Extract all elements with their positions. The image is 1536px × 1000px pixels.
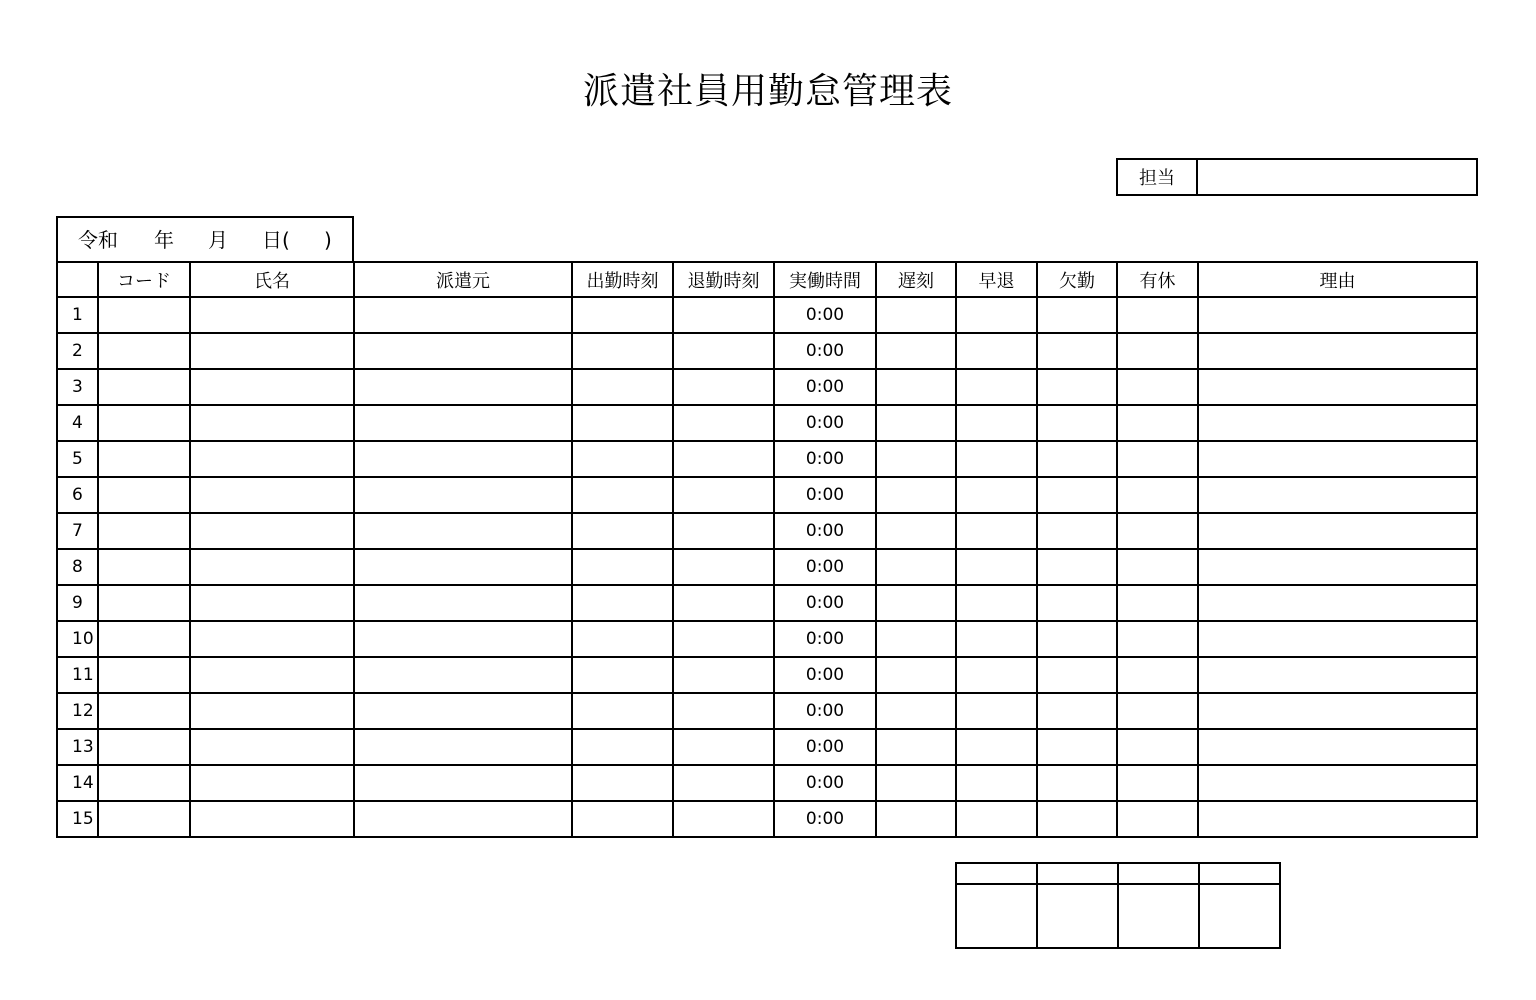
clock-in-cell[interactable] xyxy=(572,657,673,693)
name-cell[interactable] xyxy=(190,369,354,405)
late-cell[interactable] xyxy=(876,585,956,621)
clock-out-cell[interactable] xyxy=(673,369,774,405)
clock-out-cell[interactable] xyxy=(673,801,774,837)
clock-in-cell[interactable] xyxy=(572,729,673,765)
approval-stamp-table xyxy=(955,862,1281,949)
absence-cell[interactable] xyxy=(1037,441,1117,477)
work-hours-cell: 0:00 xyxy=(774,477,876,513)
absence-cell[interactable] xyxy=(1037,369,1117,405)
name-cell[interactable] xyxy=(190,405,354,441)
dispatch-source-cell[interactable] xyxy=(354,477,572,513)
dispatch-source-cell[interactable] xyxy=(354,585,572,621)
row-number: 13 xyxy=(57,729,98,765)
table-row xyxy=(57,693,1477,729)
table-row xyxy=(57,441,1477,477)
row-number: 5 xyxy=(57,441,98,477)
dispatch-source-cell[interactable] xyxy=(354,333,572,369)
reason-cell[interactable] xyxy=(1198,729,1477,765)
work-hours-cell: 0:00 xyxy=(774,621,876,657)
clock-out-cell[interactable] xyxy=(673,693,774,729)
table-row xyxy=(57,369,1477,405)
early-leave-cell[interactable] xyxy=(956,765,1037,801)
table-row xyxy=(57,549,1477,585)
work-hours-cell: 0:00 xyxy=(774,369,876,405)
late-cell[interactable] xyxy=(876,369,956,405)
row-number: 15 xyxy=(57,801,98,837)
clock-out-cell[interactable] xyxy=(673,441,774,477)
header-late: 遅刻 xyxy=(876,262,956,297)
clock-in-cell[interactable] xyxy=(572,585,673,621)
clock-out-cell[interactable] xyxy=(673,657,774,693)
table-row xyxy=(57,621,1477,657)
dispatch-source-cell[interactable] xyxy=(354,729,572,765)
reason-cell[interactable] xyxy=(1198,801,1477,837)
stamp-header-cell xyxy=(1199,863,1280,884)
header-dispatch-source: 派遣元 xyxy=(354,262,572,297)
person-in-charge-field[interactable] xyxy=(1197,159,1477,195)
early-leave-cell[interactable] xyxy=(956,621,1037,657)
clock-in-cell[interactable] xyxy=(572,621,673,657)
paid-leave-cell[interactable] xyxy=(1117,585,1198,621)
date-weekday-close: ) xyxy=(324,228,332,252)
paid-leave-cell[interactable] xyxy=(1117,729,1198,765)
late-cell[interactable] xyxy=(876,405,956,441)
clock-out-cell[interactable] xyxy=(673,333,774,369)
name-cell[interactable] xyxy=(190,585,354,621)
date-era: 令和 xyxy=(78,228,118,252)
name-cell[interactable] xyxy=(190,693,354,729)
code-cell[interactable] xyxy=(98,477,190,513)
dispatch-source-cell[interactable] xyxy=(354,801,572,837)
code-cell[interactable] xyxy=(98,765,190,801)
work-hours-cell: 0:00 xyxy=(774,657,876,693)
late-cell[interactable] xyxy=(876,477,956,513)
row-number: 9 xyxy=(57,585,98,621)
early-leave-cell[interactable] xyxy=(956,369,1037,405)
paid-leave-cell[interactable] xyxy=(1117,405,1198,441)
header-row-number xyxy=(57,262,98,297)
work-hours-cell: 0:00 xyxy=(774,693,876,729)
absence-cell[interactable] xyxy=(1037,657,1117,693)
absence-cell[interactable] xyxy=(1037,549,1117,585)
absence-cell[interactable] xyxy=(1037,729,1117,765)
person-in-charge-label: 担当 xyxy=(1117,159,1197,195)
stamp-header-cell xyxy=(1118,863,1199,884)
dispatch-source-cell[interactable] xyxy=(354,441,572,477)
reason-cell[interactable] xyxy=(1198,513,1477,549)
code-cell[interactable] xyxy=(98,621,190,657)
work-hours-cell: 0:00 xyxy=(774,333,876,369)
reason-cell[interactable] xyxy=(1198,369,1477,405)
late-cell[interactable] xyxy=(876,513,956,549)
early-leave-cell[interactable] xyxy=(956,477,1037,513)
code-cell[interactable] xyxy=(98,585,190,621)
row-number: 7 xyxy=(57,513,98,549)
code-cell[interactable] xyxy=(98,801,190,837)
early-leave-cell[interactable] xyxy=(956,513,1037,549)
clock-in-cell[interactable] xyxy=(572,477,673,513)
dispatch-source-cell[interactable] xyxy=(354,405,572,441)
late-cell[interactable] xyxy=(876,693,956,729)
table-row xyxy=(57,729,1477,765)
clock-out-cell[interactable] xyxy=(673,621,774,657)
work-hours-cell: 0:00 xyxy=(774,729,876,765)
early-leave-cell[interactable] xyxy=(956,549,1037,585)
clock-out-cell[interactable] xyxy=(673,729,774,765)
clock-in-cell[interactable] xyxy=(572,405,673,441)
stamp-cell[interactable] xyxy=(1199,884,1280,948)
absence-cell[interactable] xyxy=(1037,477,1117,513)
header-row xyxy=(57,262,1477,297)
absence-cell[interactable] xyxy=(1037,513,1117,549)
header-clock-out: 退勤時刻 xyxy=(673,262,774,297)
row-number: 3 xyxy=(57,369,98,405)
header-paid-leave: 有休 xyxy=(1117,262,1198,297)
work-hours-cell: 0:00 xyxy=(774,765,876,801)
work-hours-cell: 0:00 xyxy=(774,513,876,549)
name-cell[interactable] xyxy=(190,513,354,549)
work-hours-cell: 0:00 xyxy=(774,585,876,621)
page-title: 派遣社員用勤怠管理表 xyxy=(582,71,953,112)
table-row xyxy=(57,585,1477,621)
paid-leave-cell[interactable] xyxy=(1117,765,1198,801)
clock-in-cell[interactable] xyxy=(572,297,673,333)
late-cell[interactable] xyxy=(876,333,956,369)
clock-in-cell[interactable] xyxy=(572,369,673,405)
name-cell[interactable] xyxy=(190,729,354,765)
late-cell[interactable] xyxy=(876,801,956,837)
early-leave-cell[interactable] xyxy=(956,585,1037,621)
date-year-label: 年 xyxy=(154,228,174,252)
work-hours-cell: 0:00 xyxy=(774,405,876,441)
reason-cell[interactable] xyxy=(1198,441,1477,477)
table-row xyxy=(57,657,1477,693)
paid-leave-cell[interactable] xyxy=(1117,441,1198,477)
absence-cell[interactable] xyxy=(1037,765,1117,801)
early-leave-cell[interactable] xyxy=(956,333,1037,369)
clock-in-cell[interactable] xyxy=(572,441,673,477)
absence-cell[interactable] xyxy=(1037,297,1117,333)
code-cell[interactable] xyxy=(98,297,190,333)
dispatch-source-cell[interactable] xyxy=(354,657,572,693)
name-cell[interactable] xyxy=(190,477,354,513)
early-leave-cell[interactable] xyxy=(956,297,1037,333)
early-leave-cell[interactable] xyxy=(956,729,1037,765)
code-cell[interactable] xyxy=(98,657,190,693)
reason-cell[interactable] xyxy=(1198,477,1477,513)
reason-cell[interactable] xyxy=(1198,621,1477,657)
early-leave-cell[interactable] xyxy=(956,657,1037,693)
paid-leave-cell[interactable] xyxy=(1117,477,1198,513)
dispatch-source-cell[interactable] xyxy=(354,693,572,729)
name-cell[interactable] xyxy=(190,333,354,369)
table-row xyxy=(57,801,1477,837)
table-row xyxy=(57,477,1477,513)
absence-cell[interactable] xyxy=(1037,585,1117,621)
dispatch-source-cell[interactable] xyxy=(354,369,572,405)
attendance-table xyxy=(56,261,1478,838)
work-hours-cell: 0:00 xyxy=(774,441,876,477)
absence-cell[interactable] xyxy=(1037,405,1117,441)
absence-cell[interactable] xyxy=(1037,333,1117,369)
code-cell[interactable] xyxy=(98,729,190,765)
code-cell[interactable] xyxy=(98,333,190,369)
header-clock-in: 出勤時刻 xyxy=(572,262,673,297)
paid-leave-cell[interactable] xyxy=(1117,369,1198,405)
work-hours-cell: 0:00 xyxy=(774,549,876,585)
reason-cell[interactable] xyxy=(1198,693,1477,729)
header-early-leave: 早退 xyxy=(956,262,1037,297)
date-day-label: 日( xyxy=(262,228,290,252)
code-cell[interactable] xyxy=(98,441,190,477)
clock-out-cell[interactable] xyxy=(673,513,774,549)
work-hours-cell: 0:00 xyxy=(774,801,876,837)
late-cell[interactable] xyxy=(876,765,956,801)
clock-in-cell[interactable] xyxy=(572,693,673,729)
header-absence: 欠勤 xyxy=(1037,262,1117,297)
code-cell[interactable] xyxy=(98,513,190,549)
clock-out-cell[interactable] xyxy=(673,549,774,585)
paid-leave-cell[interactable] xyxy=(1117,657,1198,693)
name-cell[interactable] xyxy=(190,801,354,837)
late-cell[interactable] xyxy=(876,441,956,477)
early-leave-cell[interactable] xyxy=(956,801,1037,837)
early-leave-cell[interactable] xyxy=(956,693,1037,729)
paid-leave-cell[interactable] xyxy=(1117,513,1198,549)
absence-cell[interactable] xyxy=(1037,801,1117,837)
clock-in-cell[interactable] xyxy=(572,765,673,801)
table-row xyxy=(57,765,1477,801)
early-leave-cell[interactable] xyxy=(956,405,1037,441)
stamp-cell[interactable] xyxy=(1037,884,1118,948)
reason-cell[interactable] xyxy=(1198,405,1477,441)
dispatch-source-cell[interactable] xyxy=(354,549,572,585)
late-cell[interactable] xyxy=(876,729,956,765)
clock-in-cell[interactable] xyxy=(572,333,673,369)
dispatch-source-cell[interactable] xyxy=(354,621,572,657)
absence-cell[interactable] xyxy=(1037,621,1117,657)
table-row xyxy=(57,405,1477,441)
name-cell[interactable] xyxy=(190,657,354,693)
reason-cell[interactable] xyxy=(1198,297,1477,333)
stamp-cell[interactable] xyxy=(1118,884,1199,948)
clock-out-cell[interactable] xyxy=(673,477,774,513)
late-cell[interactable] xyxy=(876,657,956,693)
reason-cell[interactable] xyxy=(1198,333,1477,369)
reason-cell[interactable] xyxy=(1198,585,1477,621)
stamp-header-cell xyxy=(1037,863,1118,884)
late-cell[interactable] xyxy=(876,621,956,657)
work-hours-cell: 0:00 xyxy=(774,297,876,333)
header-reason: 理由 xyxy=(1198,262,1477,297)
paid-leave-cell[interactable] xyxy=(1117,549,1198,585)
code-cell[interactable] xyxy=(98,549,190,585)
stamp-header-cell xyxy=(956,863,1037,884)
clock-out-cell[interactable] xyxy=(673,405,774,441)
name-cell[interactable] xyxy=(190,765,354,801)
clock-out-cell[interactable] xyxy=(673,297,774,333)
row-number: 11 xyxy=(57,657,98,693)
name-cell[interactable] xyxy=(190,297,354,333)
row-number: 1 xyxy=(57,297,98,333)
table-row xyxy=(57,333,1477,369)
row-number: 14 xyxy=(57,765,98,801)
stamp-cell[interactable] xyxy=(956,884,1037,948)
absence-cell[interactable] xyxy=(1037,693,1117,729)
dispatch-source-cell[interactable] xyxy=(354,513,572,549)
reason-cell[interactable] xyxy=(1198,657,1477,693)
late-cell[interactable] xyxy=(876,549,956,585)
row-number: 8 xyxy=(57,549,98,585)
code-cell[interactable] xyxy=(98,369,190,405)
paid-leave-cell[interactable] xyxy=(1117,801,1198,837)
paid-leave-cell[interactable] xyxy=(1117,333,1198,369)
person-in-charge-box xyxy=(1116,158,1478,196)
clock-in-cell[interactable] xyxy=(572,801,673,837)
clock-out-cell[interactable] xyxy=(673,585,774,621)
table-row xyxy=(57,513,1477,549)
date-line[interactable] xyxy=(56,216,354,262)
clock-in-cell[interactable] xyxy=(572,549,673,585)
table-row xyxy=(57,297,1477,333)
code-cell[interactable] xyxy=(98,693,190,729)
row-number: 12 xyxy=(57,693,98,729)
header-code: コード xyxy=(98,262,190,297)
header-name: 氏名 xyxy=(190,262,354,297)
name-cell[interactable] xyxy=(190,549,354,585)
early-leave-cell[interactable] xyxy=(956,441,1037,477)
row-number: 10 xyxy=(57,621,98,657)
paid-leave-cell[interactable] xyxy=(1117,693,1198,729)
row-number: 2 xyxy=(57,333,98,369)
reason-cell[interactable] xyxy=(1198,765,1477,801)
dispatch-source-cell[interactable] xyxy=(354,765,572,801)
row-number: 6 xyxy=(57,477,98,513)
date-month-label: 月 xyxy=(208,228,228,252)
row-number: 4 xyxy=(57,405,98,441)
late-cell[interactable] xyxy=(876,297,956,333)
header-work-hours: 実働時間 xyxy=(774,262,876,297)
paid-leave-cell[interactable] xyxy=(1117,621,1198,657)
dispatch-source-cell[interactable] xyxy=(354,297,572,333)
name-cell[interactable] xyxy=(190,441,354,477)
paid-leave-cell[interactable] xyxy=(1117,297,1198,333)
clock-in-cell[interactable] xyxy=(572,513,673,549)
reason-cell[interactable] xyxy=(1198,549,1477,585)
clock-out-cell[interactable] xyxy=(673,765,774,801)
code-cell[interactable] xyxy=(98,405,190,441)
name-cell[interactable] xyxy=(190,621,354,657)
